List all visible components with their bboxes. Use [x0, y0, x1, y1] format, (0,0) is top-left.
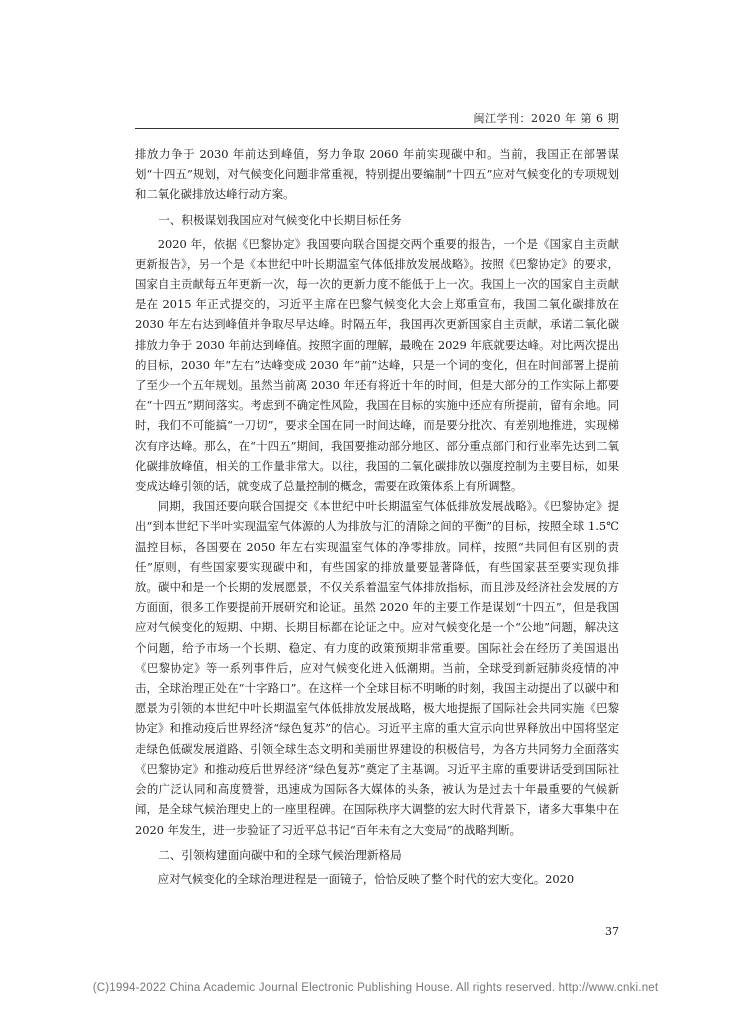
page-number: 37 — [605, 925, 619, 938]
section-1-heading: 一、积极谋划我国应对气候变化中长期目标任务 — [158, 212, 402, 227]
running-header: 闽江学刊：2020 年 第 6 期 — [473, 112, 619, 125]
section-2-heading: 二、引领构建面向碳中和的全球气候治理新格局 — [158, 847, 402, 862]
article-body — [135, 144, 619, 889]
intro-paragraph: 排放力争于 2030 年前达到峰值，努力争取 2060 年前实现碳中和。当前，我国正在部署谋划“十四五”规划，对气候变化问题非常重视，特别提出要编制“十四五”应对气候变化的专项规划和二氧化碳排放达峰行动方案。 — [135, 147, 619, 202]
header-rule — [135, 128, 619, 129]
section-1-paragraph-2: 同期，我国还要向联合国提交《本世纪中叶长期温室气体低排放发展战略》。《巴黎协定》提出“到本世纪下半叶实现温室气体源的人为排放与汇的清除之间的平衡”的目标，按照全球 1.5℃ 温控目标，各国要在 2050 年左右实现温室气体的净零排放。同样，按照“共同但有区别的责任”原则，有些国家要实现碳中和，有些国家的排放量要显著降低，有些国家甚至要实现负排放。碳中和是一个长期的发展愿景，不仅关系着温室气体排放指标，而且涉及经济社会发展的方方面面，很多工作要提前开展研究和论证。虽然 2020 年的主要工作是谋划“十四五”，但是我国应对气候变化的短期、中期、长期目标都在论证之中。应对气候变化是一个“公地”问题，解决这个问题，给予市场一个长期、稳定、有力度的政策预期非常重要。国际社会在经历了美国退出《巴黎协定》等一系列事件后，应对气候变化进入低潮期。当前，全球受到新冠肺炎疫情的冲击，全球治理正处在“十字路口”。在这样一个全球目标不明晰的时刻，我国主动提出了以碳中和愿景为引领的本世纪中叶长期温室气体低排放发展战略，极大地提振了国际社会共同实施《巴黎协定》和推动疫后世界经济“绿色复苏”的信心。习近平主席的重大宣示向世界释放出中国将坚定走绿色低碳发展道路、引领全球生态文明和美丽世界建设的积极信号，为各方共同努力全面落实《巴黎协定》和推动疫后世界经济“绿色复苏”奠定了主基调。习近平主席的重要讲话受到国际社会的广泛认同和高度赞誉，迅速成为国际各大媒体的头条，被认为是过去十年最重要的气候新闻，是全球气候治理史上的一座里程碑。在国际秩序大调整的宏大时代背景下，诸多大事集中在 2020 年发生，进一步验证了习近平总书记“百年未有之大变局”的战略判断。 — [135, 499, 619, 837]
copyright-footer: (C)1994-2022 China Academic Journal Electronic Publishing House. All rights reserved. http://www.cnki.net — [92, 982, 659, 994]
section-2-paragraph-1: 应对气候变化的全球治理进程是一面镜子，恰恰反映了整个时代的宏大变化。2020 — [157, 871, 575, 886]
section-1-paragraph-1: 2020 年，依据《巴黎协定》我国要向联合国提交两个重要的报告，一个是《国家自主贡献更新报告》，另一个是《本世纪中叶长期温室气体低排放发展战略》。按照《巴黎协定》的要求，国家自主贡献每五年更新一次，每一次的更新力度不能低于上一次。我国上一次的国家自主贡献是在 2015 年正式提交的，习近平主席在巴黎气候变化大会上郑重宣布，我国二氧化碳排放在 2030 年左右达到峰值并争取尽早达峰。时隔五年，我国再次更新国家自主贡献，承诺二氧化碳排放力争于 2030 年前达到峰值。按照字面的理解，最晚在 2029 年底就要达峰。对比两次提出的目标，2030 年“左右”达峰变成 2030 年“前”达峰，只是一个词的变化，但在时间部署上提前了至少一个五年规划。虽然当前离 2030 年还有将近十年的时间，但是大部分的工作实际上都要在“十四五”期间落实。考虑到不确定性风险，我国在目标的实施中还应有所提前，留有余地。同时，我们不可能搞“一刀切”，要求全国在同一时间达峰，而是要分批次、有差别地推进，实现梯次有序达峰。那么，在“十四五”期间，我国要推动部分地区、部分重点部门和行业率先达到二氧化碳排放峰值，相关的工作量非常大。以往，我国的二氧化碳排放以强度控制为主要目标，如果变成达峰引领的话，就变成了总量控制的概念，需要在政策体系上有所调整。 — [135, 236, 619, 494]
